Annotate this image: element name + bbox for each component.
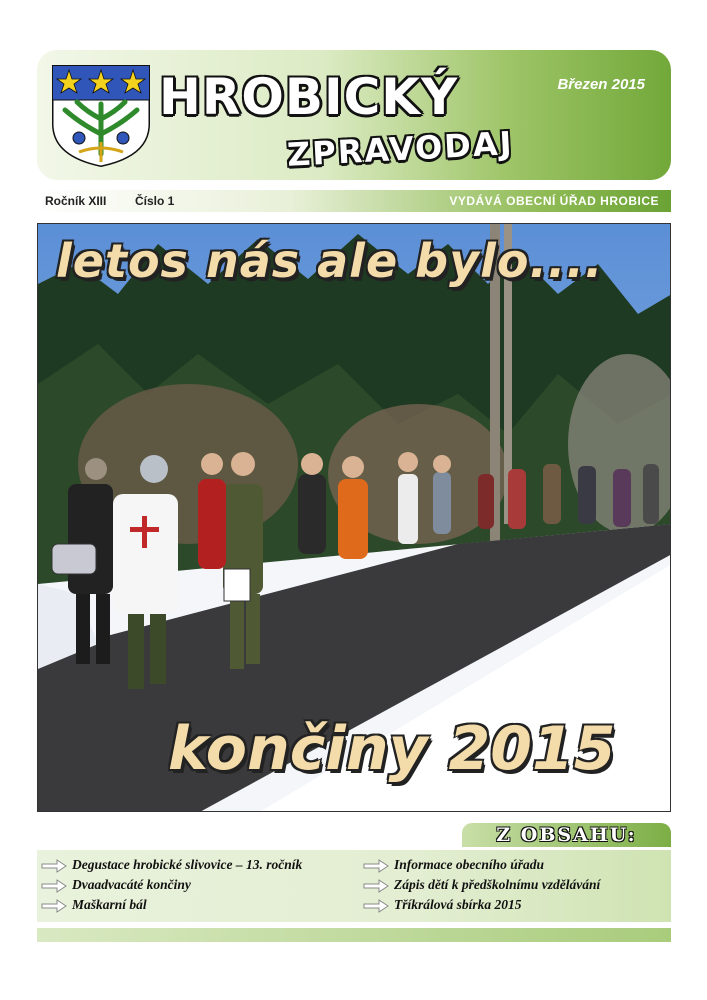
cover-photo [37, 223, 671, 812]
issue-number: Číslo 1 [135, 194, 175, 208]
contents-title: Z OBSAHU: [496, 824, 637, 846]
village-coat-of-arms-icon [51, 64, 151, 168]
publisher-label: VYDÁVÁ OBECNÍ ÚŘAD HROBICE [449, 194, 659, 208]
arrow-right-icon [363, 899, 389, 913]
footer-bar [37, 928, 671, 942]
contents-list [37, 850, 671, 922]
toc-item-label: Maškarní bál [72, 897, 147, 912]
info-bar [37, 190, 671, 212]
toc-item-label: Zápis dětí k předškolnímu vzdělávání [394, 877, 601, 892]
cover-headline-top: letos nás ale bylo.... [56, 234, 604, 288]
arrow-right-icon [41, 879, 67, 893]
issue-date: Březen 2015 [557, 76, 645, 93]
toc-item-label: Degustace hrobické slivovice – 13. ročník [72, 857, 303, 872]
arrow-right-icon [363, 859, 389, 873]
arrow-right-icon [41, 899, 67, 913]
newsletter-subtitle: ZPRAVODAJ [286, 124, 515, 174]
cover-headline-bottom: končiny 2015 [168, 714, 616, 784]
arrow-right-icon [41, 859, 67, 873]
toc-item-label: Informace obecního úřadu [394, 857, 545, 872]
volume-label: Ročník XIII [45, 194, 107, 208]
newsletter-title: HROBICKÝ [159, 68, 459, 126]
arrow-right-icon [363, 879, 389, 893]
masthead [37, 50, 671, 180]
toc-item-label: Tříkrálová sbírka 2015 [394, 897, 522, 912]
contents-header [462, 823, 671, 847]
toc-item-label: Dvaadvacáté končiny [72, 877, 191, 892]
